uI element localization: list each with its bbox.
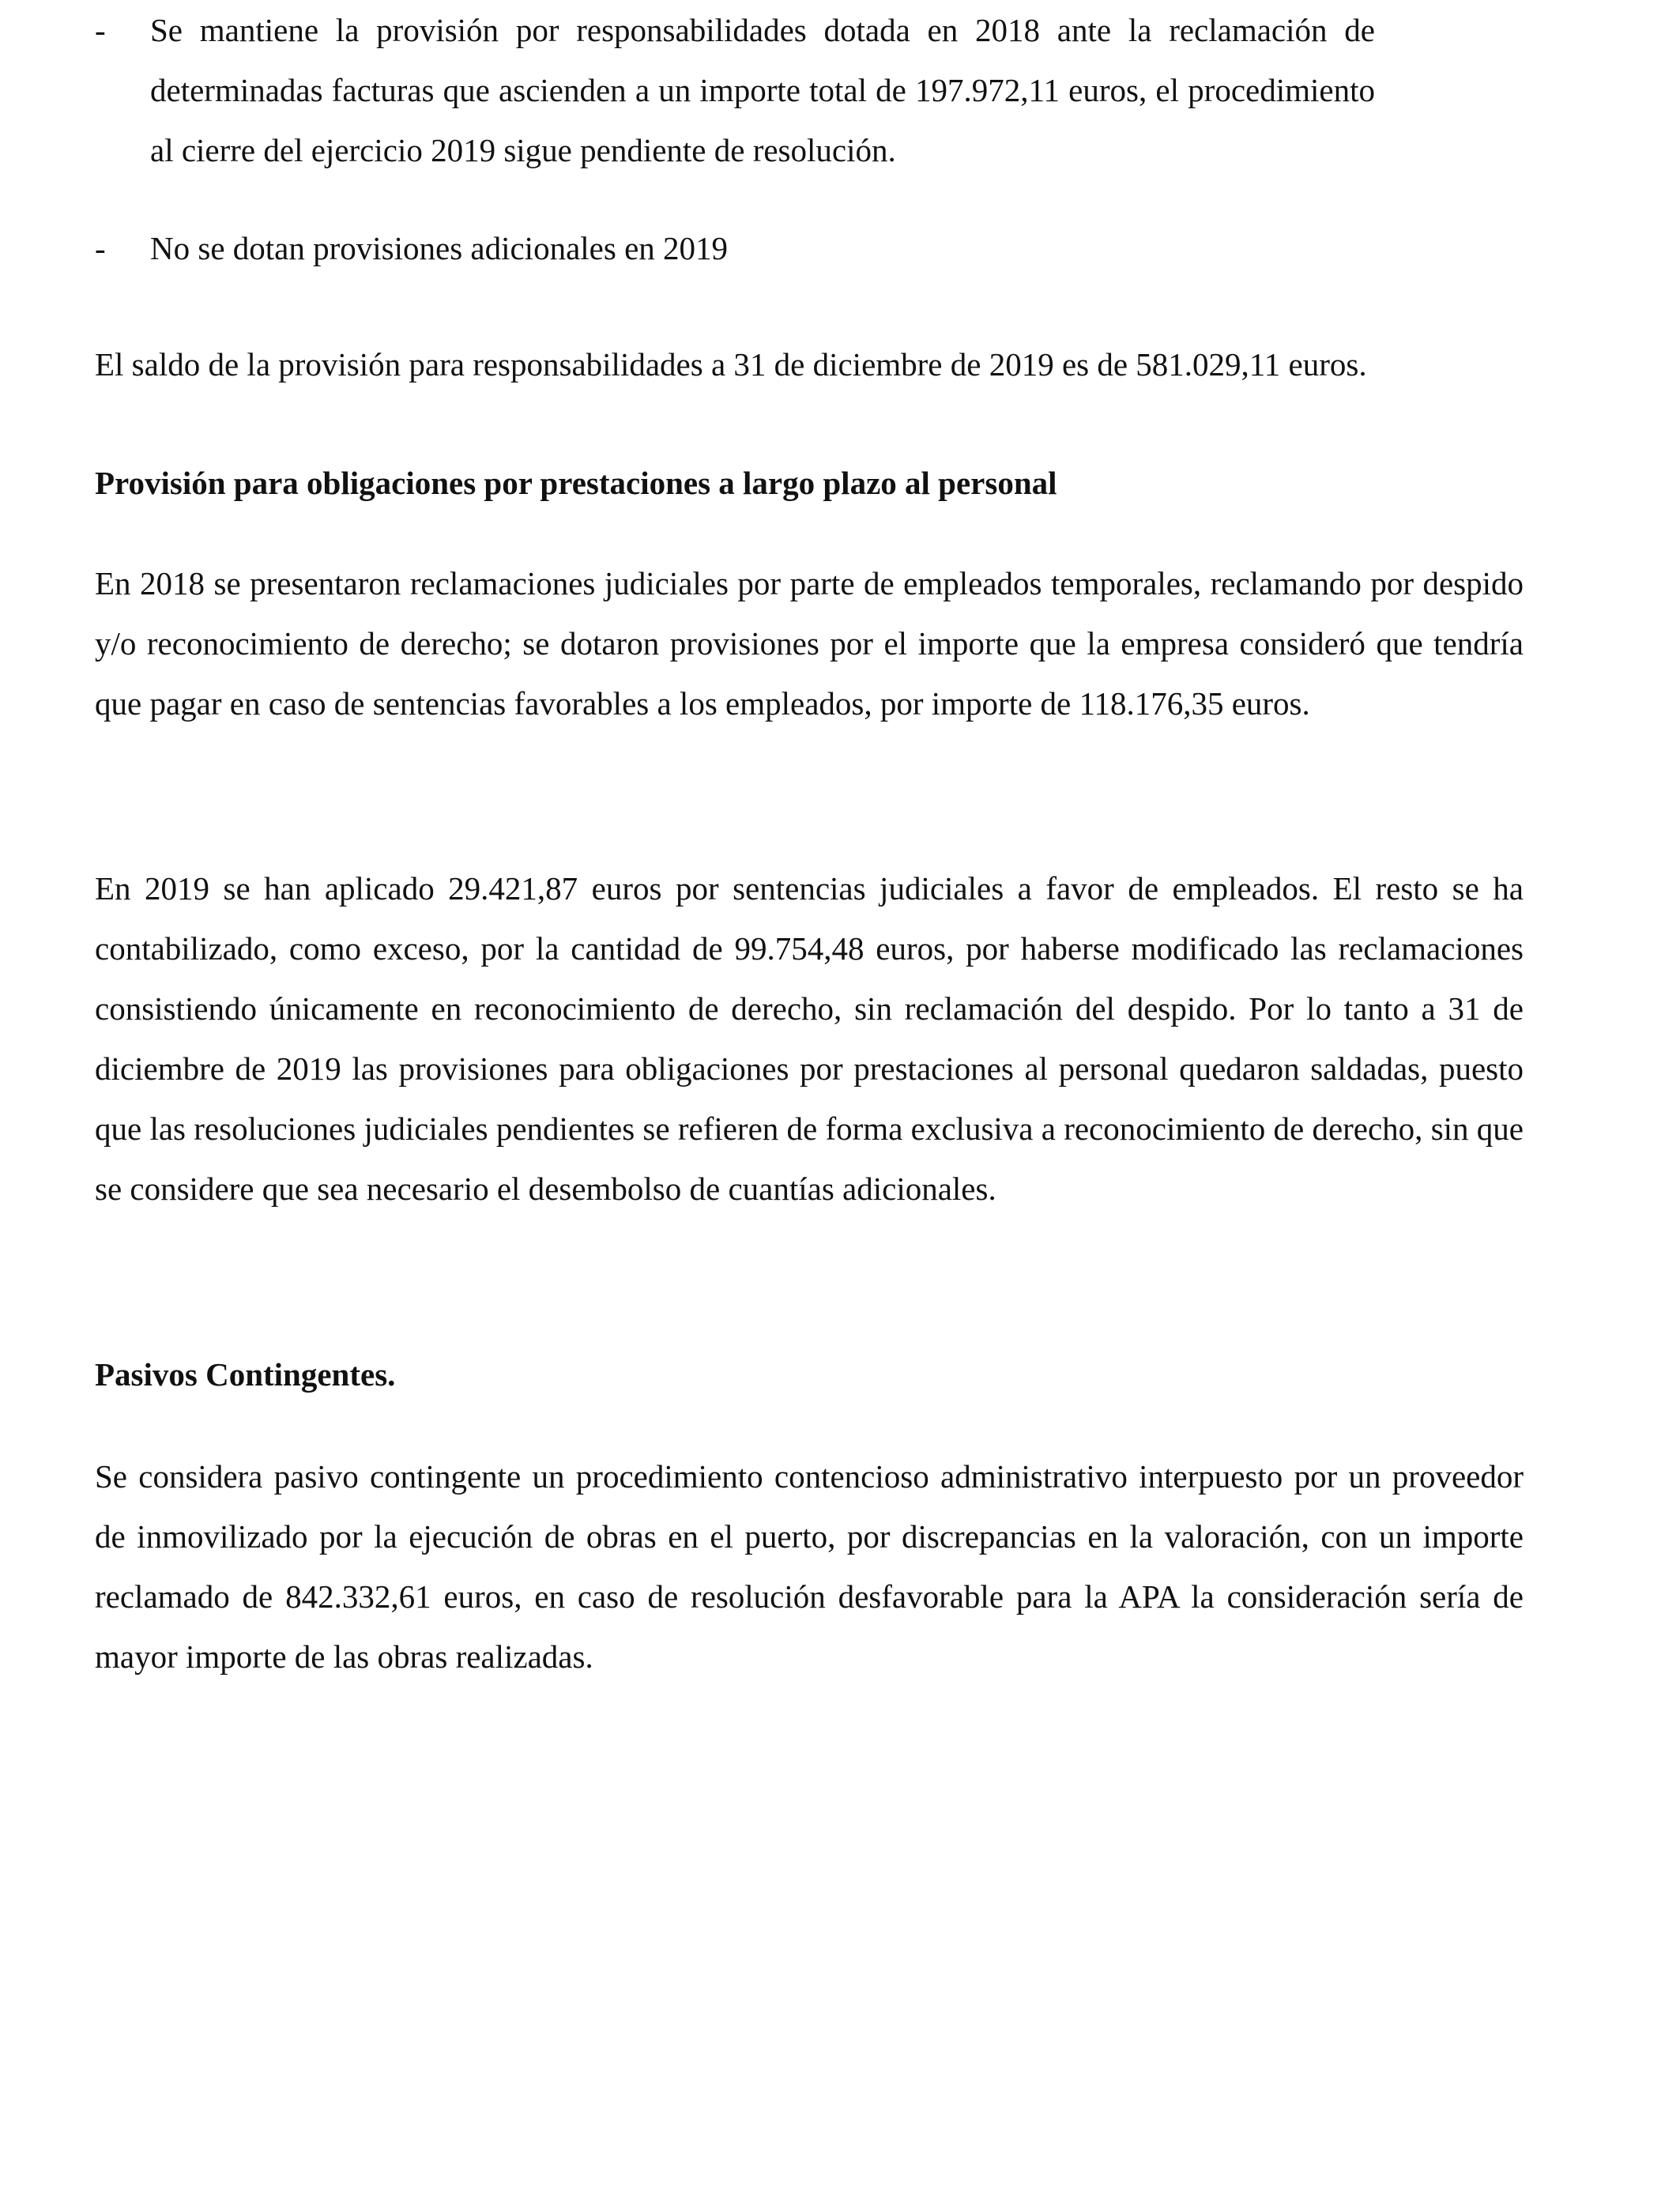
contingentes-paragraph: Se considera pasivo contingente un procedimiento contencioso administrativo interpuesto por un proveedor de inmovilizado por la ejecución de obras en el puerto, por discrepancias en la valoración, con un importe reclamado de 842.332,61 euros, en caso de resolución desfavorable para la APA la consideración sería de mayor importe de las obras realizadas. — [95, 1458, 1524, 1675]
personal-paragraph-1: En 2018 se presentaron reclamaciones judiciales por parte de empleados temporales, reclamando por despido y/o reconocimiento de derecho; se dotaron provisiones por el importe que la empresa consideró que tendría que pagar en caso de sentencias favorables a los empleados, por importe de 118.176,35 euros. — [95, 565, 1524, 722]
section-heading-contingentes: Pasivos Contingentes. — [95, 1356, 396, 1393]
bullet-text: Se mantiene la provisión por responsabilidades dotada en 2018 ante la reclamación de determinadas facturas que ascienden a un importe total de 197.972,11 euros, el procedimiento al cierre del ejercicio 2019 sigue pendiente de resolución. — [150, 12, 1375, 168]
saldo-paragraph: El saldo de la provisión para responsabilidades a 31 de diciembre de 2019 es de 581.029,11 euros. — [95, 346, 1367, 383]
section-heading-personal: Provisión para obligaciones por prestaciones a largo plazo al personal — [95, 465, 1057, 501]
bullet-marker: - — [95, 12, 106, 48]
bullet-marker: - — [95, 230, 106, 266]
bullet-text: No se dotan provisiones adicionales en 2019 — [150, 230, 729, 266]
personal-paragraph-2: En 2019 se han aplicado 29.421,87 euros por sentencias judiciales a favor de empleados. El resto se ha contabilizado, como exceso, por la cantidad de 99.754,48 euros, por haberse modificado las reclamaciones consistiendo únicamente en reconocimiento de derecho, sin reclamación del despido. Por lo tanto a 31 de diciembre de 2019 las provisiones para obligaciones por prestaciones al personal quedaron saldadas, puesto que las resoluciones judiciales pendientes se refieren de forma exclusiva a reconocimiento de derecho, sin que se considere que sea necesario el desembolso de cuantías adicionales. — [95, 870, 1524, 1207]
